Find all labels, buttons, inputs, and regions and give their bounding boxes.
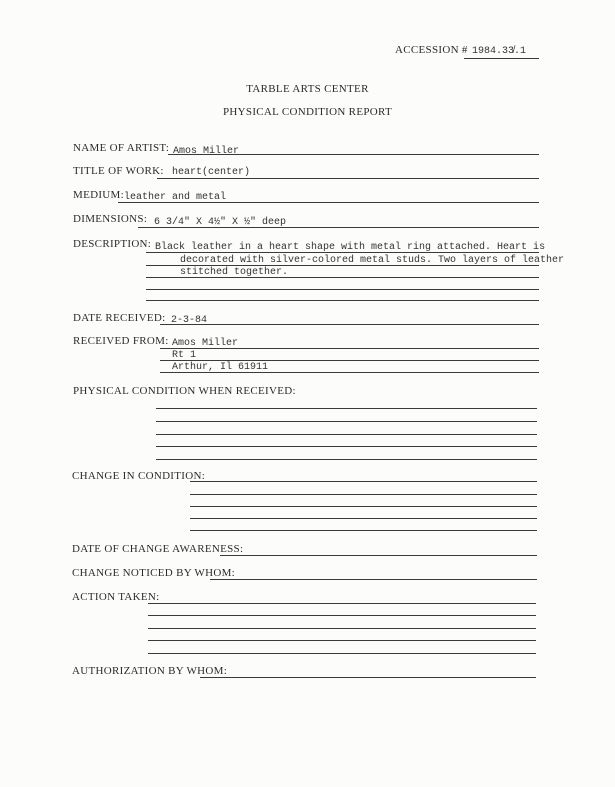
artist-value: Amos Miller bbox=[173, 146, 240, 157]
physical-condition-rule-3 bbox=[156, 434, 537, 435]
physical-condition-rule-2 bbox=[156, 421, 537, 422]
medium-line bbox=[118, 202, 539, 203]
artist-label: NAME OF ARTIST: bbox=[73, 142, 170, 154]
change-in-condition-rule-1 bbox=[190, 481, 537, 482]
received-from-rule-1 bbox=[160, 348, 539, 349]
date-of-change-line bbox=[220, 555, 537, 556]
physical-condition-rule-1 bbox=[156, 408, 537, 409]
change-in-condition-rule-2 bbox=[190, 494, 537, 495]
dimensions-label: DIMENSIONS: bbox=[73, 213, 148, 225]
dimensions-value: 6 3/4" X 4½" X ½" deep bbox=[154, 217, 287, 228]
description-rule-1 bbox=[146, 252, 539, 253]
authorization-line bbox=[200, 677, 536, 678]
description-rule-2 bbox=[146, 265, 539, 266]
description-rule-5 bbox=[146, 300, 539, 301]
description-rule-3 bbox=[146, 277, 539, 278]
received-from-line-1: Amos Miller bbox=[172, 338, 239, 349]
dimensions-line bbox=[138, 227, 539, 228]
description-line-3: stitched together. bbox=[180, 267, 289, 278]
title-line bbox=[157, 178, 539, 179]
description-label: DESCRIPTION: bbox=[73, 238, 152, 250]
change-noticed-by-label: CHANGE NOTICED BY WHOM: bbox=[72, 567, 236, 579]
title-label: TITLE OF WORK: bbox=[73, 165, 164, 177]
action-taken-label: ACTION TAKEN: bbox=[72, 591, 160, 603]
action-taken-rule-1 bbox=[148, 603, 536, 604]
change-in-condition-rule-4 bbox=[190, 518, 537, 519]
physical-condition-label: PHYSICAL CONDITION WHEN RECEIVED: bbox=[73, 385, 296, 397]
date-received-line bbox=[160, 324, 539, 325]
date-received-label: DATE RECEIVED: bbox=[73, 312, 166, 324]
description-rule-4 bbox=[146, 289, 539, 290]
action-taken-rule-3 bbox=[148, 628, 536, 629]
date-of-change-label: DATE OF CHANGE AWARENESS: bbox=[72, 543, 244, 555]
accession-value: 1984.33̸.1 bbox=[472, 46, 527, 57]
authorization-label: AUTHORIZATION BY WHOM: bbox=[72, 665, 228, 677]
change-noticed-by-line bbox=[210, 579, 537, 580]
medium-label: MEDIUM: bbox=[73, 189, 124, 201]
description-line-1: Black leather in a heart shape with metal ring attached. Heart is bbox=[155, 242, 546, 253]
artist-line bbox=[168, 154, 539, 155]
accession-underline bbox=[464, 58, 539, 59]
change-in-condition-label: CHANGE IN CONDITION: bbox=[72, 470, 206, 482]
change-in-condition-rule-3 bbox=[190, 506, 537, 507]
title-value: heart(center) bbox=[172, 167, 251, 178]
physical-condition-rule-5 bbox=[156, 459, 537, 460]
received-from-line-3: Arthur, Il 61911 bbox=[172, 362, 269, 373]
report-title: PHYSICAL CONDITION REPORT bbox=[223, 106, 392, 118]
accession-label: ACCESSION # bbox=[395, 44, 468, 56]
physical-condition-rule-4 bbox=[156, 446, 537, 447]
received-from-rule-2 bbox=[160, 360, 539, 361]
action-taken-rule-5 bbox=[148, 653, 536, 654]
received-from-line-2: Rt 1 bbox=[172, 350, 197, 361]
description-line-2: decorated with silver-colored metal studs. Two layers of leather bbox=[180, 255, 565, 266]
action-taken-rule-4 bbox=[148, 640, 536, 641]
date-received-value: 2-3-84 bbox=[171, 315, 208, 326]
action-taken-rule-2 bbox=[148, 615, 536, 616]
change-in-condition-rule-5 bbox=[190, 530, 537, 531]
received-from-label: RECEIVED FROM: bbox=[73, 335, 169, 347]
received-from-rule-3 bbox=[160, 372, 539, 373]
institution-name: TARBLE ARTS CENTER bbox=[246, 83, 369, 95]
medium-value: leather and metal bbox=[124, 192, 227, 203]
